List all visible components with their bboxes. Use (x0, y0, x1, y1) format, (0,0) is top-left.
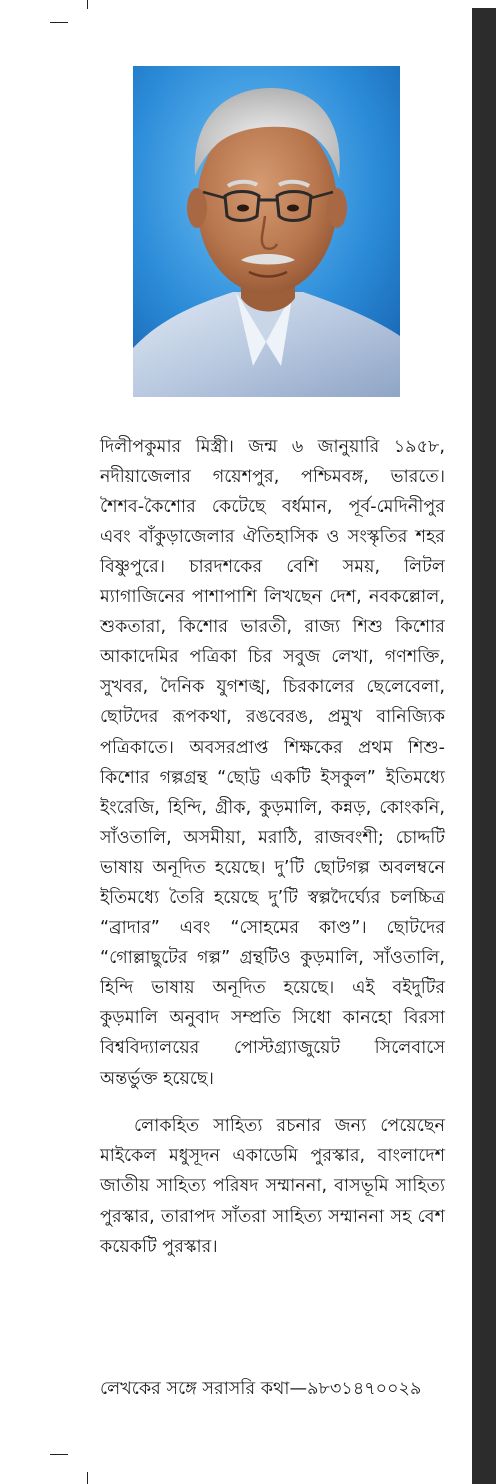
bio-paragraph: দিলীপকুমার মিস্ত্রী। জন্ম ৬ জানুয়ারি ১৯৫৮, নদীয়াজেলার গয়েশপুর, পশ্চিমবঙ্গ, ভারতে। শৈশব-কৈশোর কেটেছে বর্ধমান, পূর্ব-মেদিনীপুর এবং বাঁকুড়াজেলার ঐতিহাসিক ও সংস্কৃতির শহর বিষ্ণুপুরে। চারদশকের বেশি সময়, লিটল ম্যাগাজিনের পাশাপাশি লিখছেন দেশ, নবকল্লোল, শুকতারা, কিশোর ভারতী, রাজ্য শিশু কিশোর আকাদেমির পত্রিকা চির সবুজ লেখা, গণশক্তি, সুখবর, দৈনিক যুগশঙ্খ, চিরকালের ছেলেবেলা, ছোটদের রূপকথা, রঙবেরঙ, প্রমুখ বানিজ্যিক পত্রিকাতে। অবসরপ্রাপ্ত শিক্ষকের প্রথম শিশু-কিশোর গল্পগ্রন্থ “ছোট্ট একটি ইসকুল” ইতিমধ্যে ইংরেজি, হিন্দি, গ্রীক, কুড়মালি, কন্নড়, কোংকনি, সাঁওতালি, অসমীয়া, মরাঠি, রাজবংশী; চোদ্দটি ভাষায় অনূদিত হয়েছে। দু’টি ছোটগল্প অবলম্বনে ইতিমধ্যে তৈরি হয়েছে দু’টি স্বল্পদৈর্ঘ্যের চলচ্চিত্র “ব্রাদার” এবং “সোহমের কাণ্ড”। ছোটদের “গোল্লাছুটের গল্প” গ্রন্থটিও কুড়মালি, সাঁওতালি, হিন্দি ভাষায় অনূদিত হয়েছে। এই বইদুটির কুড়মালি অনুবাদ সম্প্রতি সিধো কানহো বিরসা বিশ্ববিদ্যালয়ের পোস্টগ্র্যাজুয়েট সিলেবাসে অন্তর্ভুক্ত হয়েছে। (100, 436, 445, 1089)
crop-mark-bottom (87, 1472, 88, 1484)
portrait-photo-icon (133, 66, 400, 397)
author-bio (100, 414, 445, 1279)
page-spine-bar (472, 8, 496, 1484)
author-contact-line: লেখকের সঙ্গে সরাসরি কথা—৯৮৩১৪৭০০২৯ (100, 1379, 422, 1399)
author-photo (133, 66, 400, 397)
crop-mark-bottom-left (50, 1454, 68, 1455)
crop-mark-top-left (50, 22, 68, 23)
crop-mark-top (87, 0, 88, 9)
bio-paragraph-awards: লোকহিত সাহিত্য রচনার জন্য পেয়েছেন মাইকেল মধুসূদন একাডেমি পুরস্কার, বাংলাদেশ জাতীয় সাহিত্য পরিষদ সম্মাননা, বাসভূমি সাহিত্য পুরস্কার, তারাপদ সাঁতরা সাহিত্য সম্মাননা সহ বেশ কয়েকটি পুরস্কার। (100, 1116, 445, 1257)
